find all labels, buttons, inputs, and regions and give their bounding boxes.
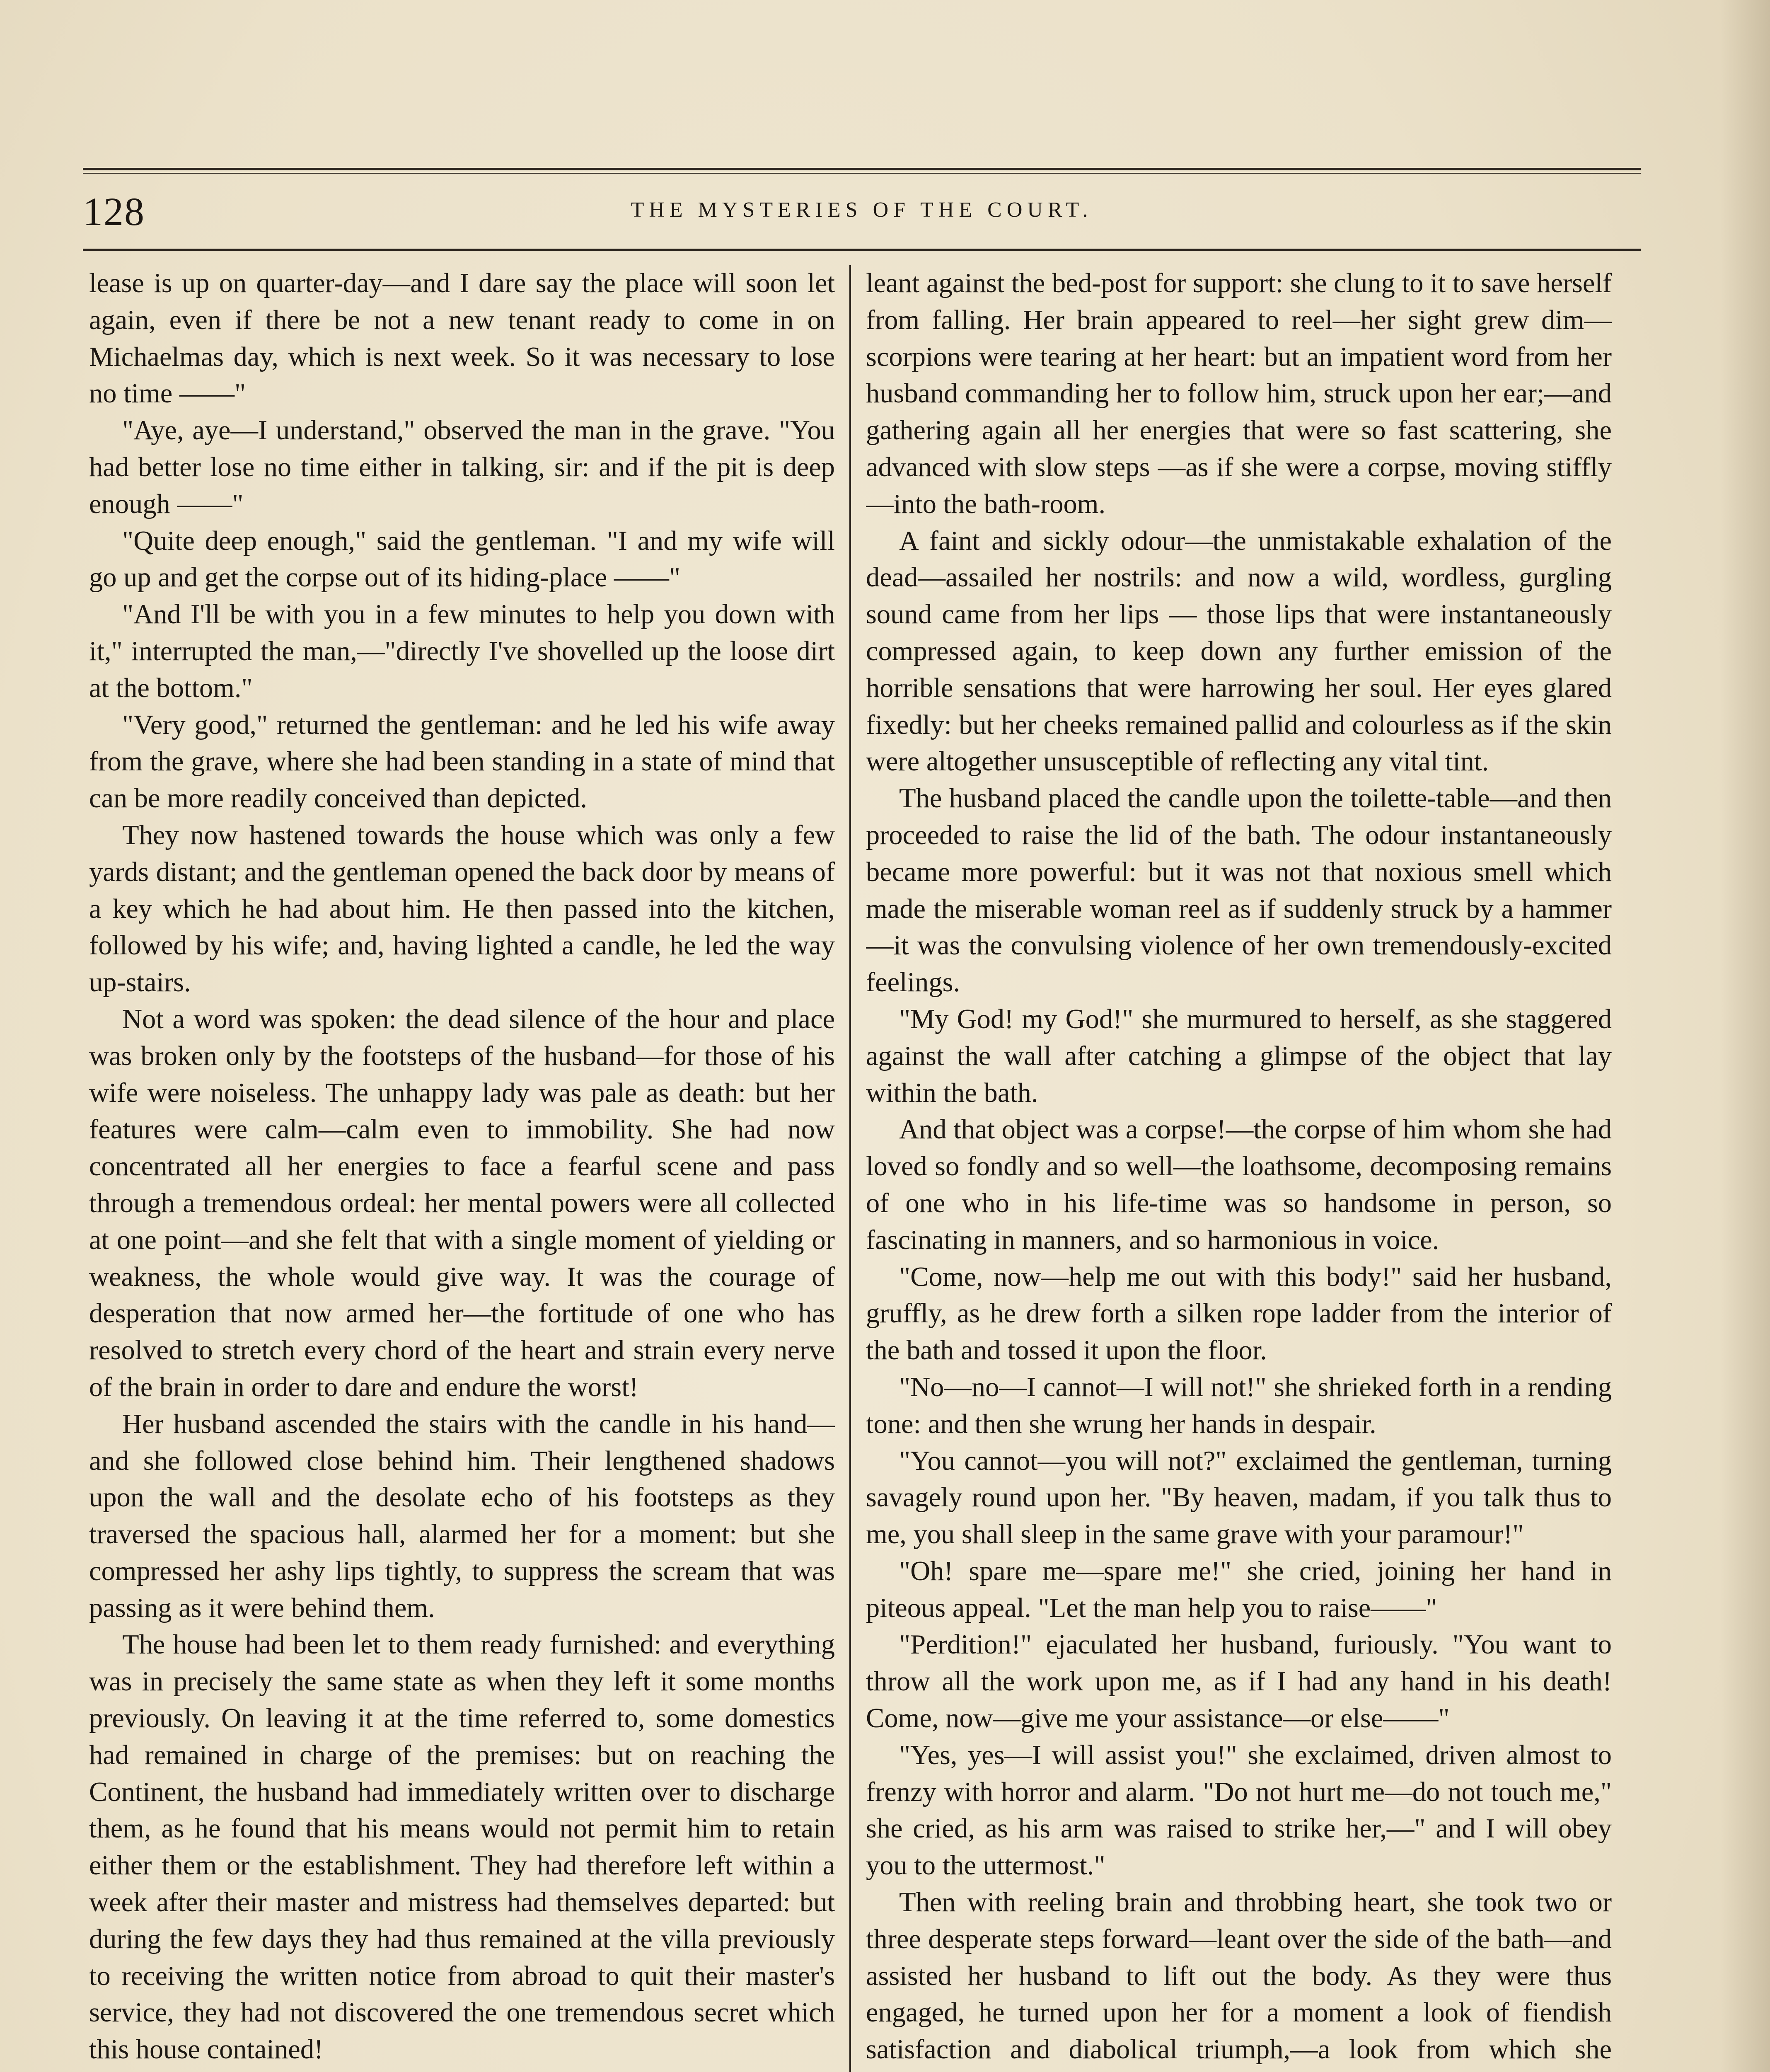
paragraph: "Come, now—help me out with this body!" said her husband, gruffly, as he drew forth a silken rope ladder from the interior of the bath and tossed it upon the floor. [866,1261,1612,1366]
running-title: THE MYSTERIES OF THE COURT. [631,198,1093,222]
paragraph: "Very good," returned the gentleman: and he led his wife away from the grave, where she had been standing in a state of mind that can be more readily conceived than depicted. [89,709,835,814]
column-divider [849,265,851,2072]
paragraph: They now hastened towards the house which was only a few yards distant; and the gentleman opened the back door by means of a key which he had about him. He then passed into the kitchen, followed by his wife; and, having lighted a candle, he led the way up-stairs. [89,820,835,998]
right-column [866,265,1612,2072]
paragraph: A faint and sickly odour—the unmistakable exhalation of the dead—assailed her nostrils: and now a wild, wordless, gurgling sound came from her lips — those lips that were instantaneously compressed again, to keep down any further emission of the horrible sensations that were harrowing her soul. Her eyes glared fixedly: but her cheeks remained pallid and colourless as if the skin were altogether unsusceptible of reflecting any vital tint. [866,525,1612,777]
page-spine-shadow [1720,0,1770,2072]
paragraph: leant against the bed-post for support: she clung to it to save herself from falling. Her brain appeared to reel—her sight grew dim—scorpions were tearing at her heart: but an impatient word from her husband commanding her to follow him, struck upon her ear;—and gathering again all her energies that were so fast scattering, she advanced with slow steps —as if she were a corpse, moving stiffly—into the bath-room. [866,268,1612,519]
page-number: 128 [83,189,145,234]
paragraph [89,2068,835,2072]
paragraph: Not a word was spoken: the dead silence of the hour and place was broken only by the footsteps of the husband—for those of his wife were noiseless. The unhappy lady was pale as death: but her features were calm—calm even to immobility. She had now concentrated all her energies to face a fearful scene and pass through a tremendous ordeal: her mental powers were all collected at one point—and she felt that with a single moment of yielding or weakness, the whole would give way. It was the courage of desperation that now armed her—the fortitude of one who has resolved to stretch every chord of the heart and strain every nerve of the brain in order to dare and endure the worst! [89,1004,835,1402]
paragraph: Her husband ascended the stairs with the candle in his hand—and she followed close behind him. Their lengthened shadows upon the wall and the desolate echo of his footsteps as they traversed the spacious hall, alarmed her for a moment: but she compressed her ashy lips tightly, to suppress the scream that was passing as it were behind them. [89,1409,835,1623]
paragraph: "No—no—I cannot—I will not!" she shrieked forth in a rending tone: and then she wrung her hands in despair. [866,1372,1612,1439]
paragraph: "Quite deep enough," said the gentleman. "I and my wife will go up and get the corpse out of its hiding-place ——" [89,525,835,593]
paragraph: "Yes, yes—I will assist you!" she exclaimed, driven almost to frenzy with horror and alarm. "Do not hurt me—do not touch me," she cried, as his arm was raised to strike her,—" and I will obey you to the uttermost." [866,1740,1612,1881]
paragraph: lease is up on quarter-day—and I dare say the place will soon let again, even if there be not a new tenant ready to come in on Michaelmas day, which is next week. So it was necessary to lose no time ——" [89,268,835,409]
paragraph: "Aye, aye—I understand," observed the man in the grave. "You had better lose no time either in talking, sir: and if the pit is deep enough ——" [89,415,835,519]
paragraph: "And I'll be with you in a few minutes to help you down with it," interrupted the man,—"directly I've shovelled up the loose dirt at the bottom." [89,599,835,703]
paragraph: "You cannot—you will not?" exclaimed the gentleman, turning savagely round upon her. "By heaven, madam, if you talk thus to me, you shall sleep in the same grave with your paramour!" [866,1445,1612,1550]
paragraph: "Perdition!" ejaculated her husband, furiously. "You want to throw all the work upon me, as if I had any hand in his death! Come, now—give me your assistance—or else——" [866,1629,1612,1734]
paragraph: The house had been let to them ready furnished: and everything was in precisely the same state as when they left it some months previously. On leaving it at the time referred to, some domestics had remained in charge of the premises: but on reaching the Continent, the husband had immediately written over to discharge them, as he found that his means would not permit him to retain either them or the establishment. They had therefore left within a week after their master and mistress had themselves departed: but during the few days they had thus remained at the villa previously to receiving the written notice from abroad to quit their master's service, they had not discovered the one tremendous secret which this house contained! [89,1629,835,2065]
paragraph: And that object was a corpse!—the corpse of him whom she had loved so fondly and so well—the loathsome, decomposing remains of one who in his life-time was so handsome in person, so fascinating in manners, and so harmonious in voice. [866,1114,1612,1255]
paragraph: Then with reeling brain and throbbing heart, she took two or three desperate steps forward—leant over the side of the bath—and assisted her husband to lift out the body. As they were thus engaged, he turned upon her for a moment a look of fiendish satisfaction and diabolical triumph,—a look from which she [866,1887,1612,2065]
paragraph: The husband placed the candle upon the toilette-table—and then proceeded to raise the lid of the bath. The odour instantaneously became more powerful: but it was not that noxious smell which made the miserable woman reel as if suddenly struck by a hammer—it was the convulsing violence of her own tremendously-excited feelings. [866,783,1612,998]
left-column [89,265,835,2072]
top-rule [83,168,1641,174]
page-header [83,189,1641,238]
paragraph: "Oh! spare me—spare me!" she cried, joining her hand in piteous appeal. "Let the man help you to raise——" [866,1556,1612,1623]
paragraph: "My God! my God!" she murmured to herself, as she staggered against the wall after catching a glimpse of the object that lay within the bath. [866,1004,1612,1108]
header-rule [83,249,1641,251]
